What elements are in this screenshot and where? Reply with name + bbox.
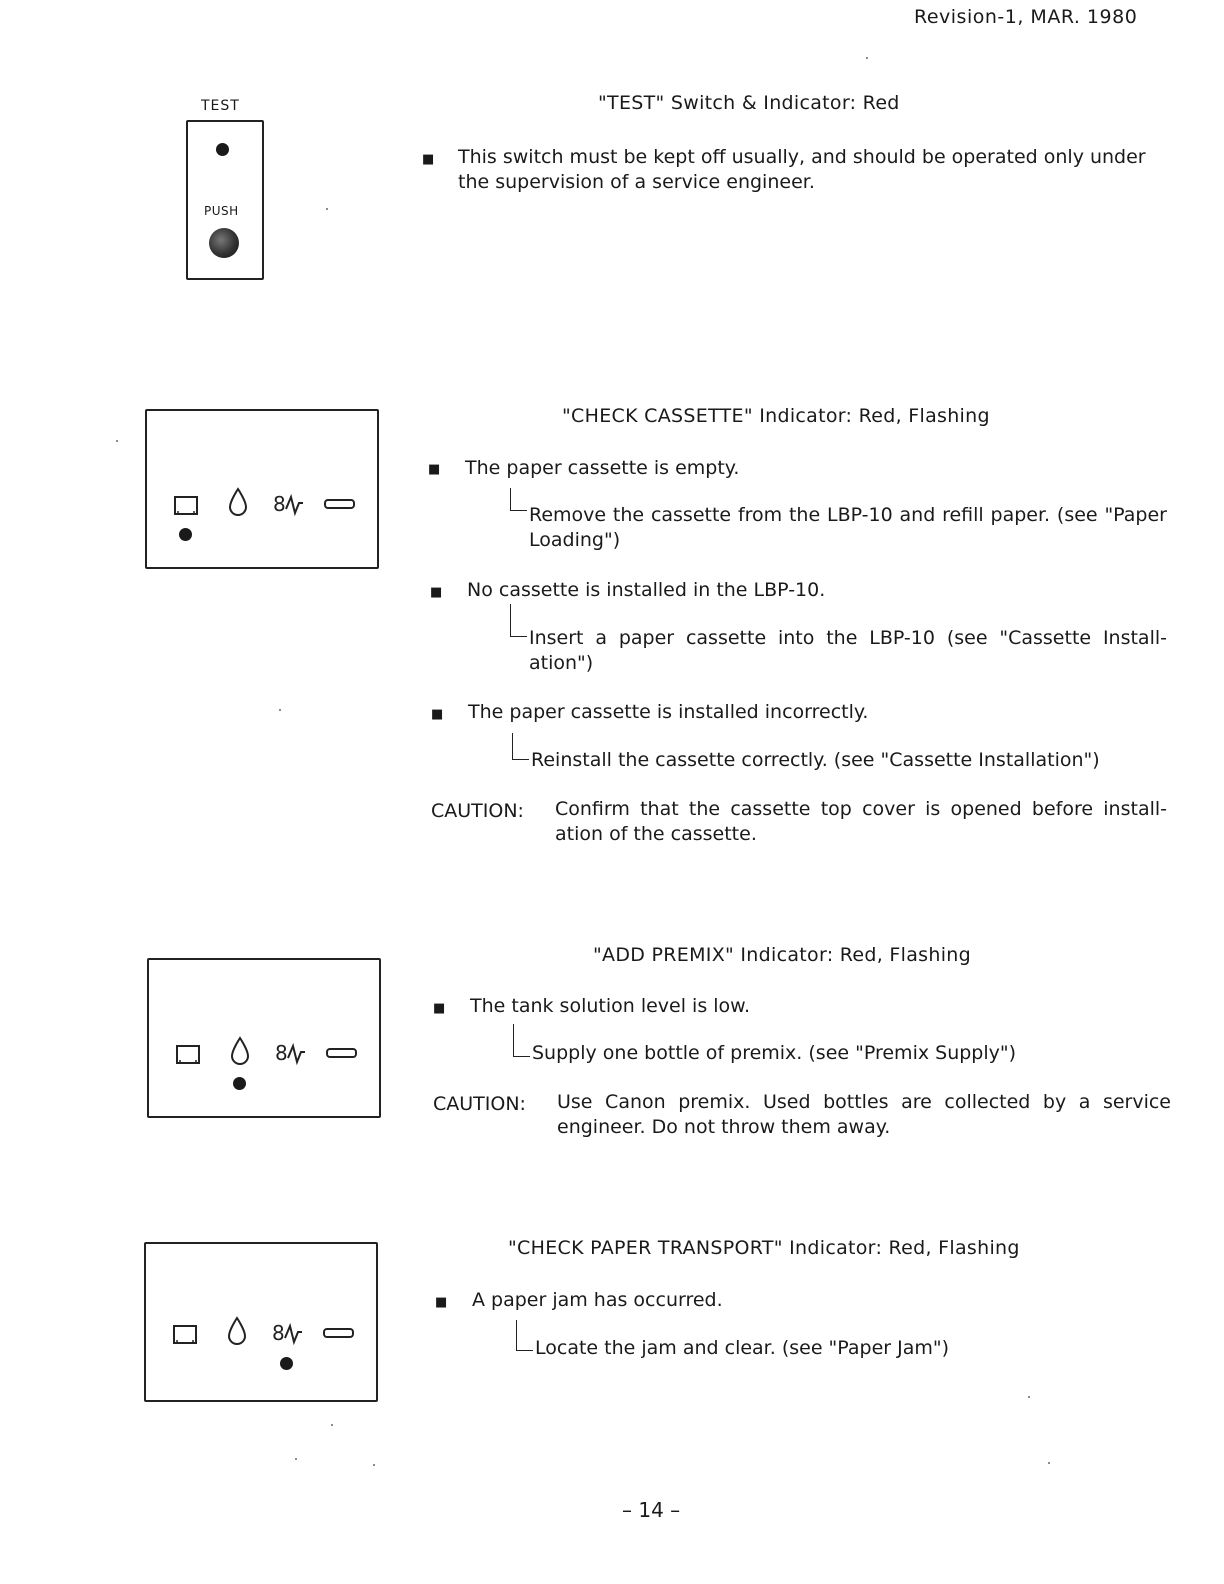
test-heading: "TEST" Switch & Indicator: Red <box>598 92 900 114</box>
transport-item-1-text: A paper jam has occurred. <box>472 1289 723 1311</box>
arrow-hook-icon <box>512 733 529 760</box>
transport-indicator-lamp <box>280 1357 293 1370</box>
paper-path-icon <box>273 491 305 517</box>
tray-icon <box>322 1326 356 1340</box>
paper-path-icon <box>275 1040 307 1066</box>
paper-path-icon <box>272 1320 304 1346</box>
arrow-hook-icon <box>513 1024 530 1057</box>
test-push-button[interactable] <box>209 228 239 258</box>
premix-indicator-lamp <box>233 1077 246 1090</box>
droplet-icon <box>226 1316 248 1346</box>
cassette-item-3-text: The paper cassette is installed incorrectly. <box>468 701 869 723</box>
scan-speck <box>295 1458 297 1460</box>
add-premix-panel <box>147 958 381 1118</box>
bullet-icon: ■ <box>428 462 441 477</box>
scan-speck <box>373 1464 375 1466</box>
bullet-icon: ■ <box>430 585 443 600</box>
test-bullet-text: This switch must be kept off usually, and should be operated only under the supervision of a service engineer. <box>458 146 1146 193</box>
arrow-hook-icon <box>510 488 527 511</box>
cassette-heading: "CHECK CASSETTE" Indicator: Red, Flashing <box>562 405 990 427</box>
scan-speck <box>866 57 868 59</box>
transport-heading: "CHECK PAPER TRANSPORT" Indicator: Red, Flashing <box>508 1237 1020 1259</box>
cassette-item-1-action: Remove the cassette from the LBP-10 and refill paper. (see "Paper Loading") <box>529 504 1167 551</box>
scan-speck <box>326 208 328 210</box>
bullet-icon: ■ <box>435 1295 448 1310</box>
arrow-hook-icon <box>510 604 527 637</box>
cassette-item-2-action: Insert a paper cassette into the LBP-10 (see "Cassette Install-ation") <box>529 627 1167 674</box>
cassette-icon <box>173 495 199 517</box>
tray-icon <box>323 497 357 511</box>
premix-caution-label: CAUTION: <box>433 1093 526 1115</box>
scan-speck <box>116 440 118 442</box>
cassette-caution-label: CAUTION: <box>431 800 524 822</box>
droplet-icon <box>227 487 249 517</box>
page-number: – 14 – <box>622 1498 681 1522</box>
tray-icon <box>325 1046 359 1060</box>
test-indicator-lamp <box>216 143 229 156</box>
premix-caution-text: Use Canon premix. Used bottles are collected by a service engineer. Do not throw them away. <box>557 1091 1171 1138</box>
transport-item-1-action: Locate the jam and clear. (see "Paper Jam") <box>535 1337 950 1359</box>
scan-speck <box>331 1424 333 1426</box>
bullet-icon: ■ <box>433 1001 446 1016</box>
bullet-icon: ■ <box>422 152 435 167</box>
cassette-item-3-action: Reinstall the cassette correctly. (see "Cassette Installation") <box>531 749 1100 771</box>
svg-text:8: 8 <box>275 1041 288 1065</box>
revision-label: Revision-1, MAR. 1980 <box>914 6 1138 28</box>
premix-item-1-action: Supply one bottle of premix. (see "Premix Supply") <box>532 1042 1017 1064</box>
scan-speck <box>279 709 281 711</box>
check-paper-transport-panel <box>144 1242 378 1402</box>
cassette-item-2-text: No cassette is installed in the LBP-10. <box>467 579 826 601</box>
scan-speck <box>1048 1462 1050 1464</box>
check-cassette-panel <box>145 409 379 569</box>
cassette-item-1-text: The paper cassette is empty. <box>465 457 740 479</box>
scan-speck <box>1028 1396 1030 1398</box>
droplet-icon <box>229 1036 251 1066</box>
premix-heading: "ADD PREMIX" Indicator: Red, Flashing <box>593 944 972 966</box>
svg-text:8: 8 <box>273 492 286 516</box>
svg-text:8: 8 <box>272 1321 285 1345</box>
bullet-icon: ■ <box>431 707 444 722</box>
cassette-icon <box>175 1044 201 1066</box>
arrow-hook-icon <box>516 1320 533 1351</box>
cassette-icon <box>172 1324 198 1346</box>
test-panel-label: TEST <box>201 98 240 114</box>
push-label: PUSH <box>204 204 239 218</box>
cassette-caution-text: Confirm that the cassette top cover is opened before install-ation of the cassette. <box>555 798 1167 845</box>
cassette-indicator-lamp <box>179 528 192 541</box>
premix-item-1-text: The tank solution level is low. <box>470 995 751 1017</box>
